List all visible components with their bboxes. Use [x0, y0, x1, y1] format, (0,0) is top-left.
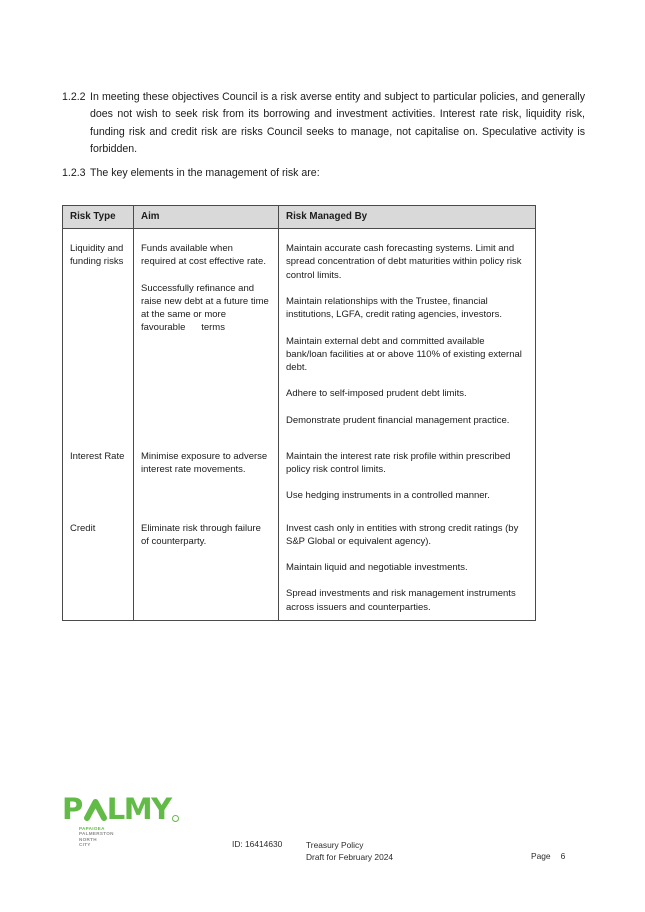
- table-row: [63, 437, 536, 509]
- cell-paragraph: Minimise exposure to adverse interest rate movements.: [141, 450, 268, 475]
- cell-paragraph: Adhere to self-imposed prudent debt limits.: [286, 388, 467, 400]
- logo-chevron-a-icon: [83, 798, 108, 821]
- cell-paragraph: Successfully refinance and raise new debt at a future time at the same or more favourable terms: [141, 282, 269, 334]
- logo-subtext-line: CITY: [79, 841, 91, 847]
- cell-paragraph: Interest Rate: [70, 450, 125, 462]
- logo-subtext: [79, 826, 179, 847]
- registered-mark-icon: [172, 815, 179, 822]
- cell-paragraph: Funds available when required at cost effective rate.: [141, 243, 266, 268]
- clause-1-2-2: [62, 89, 585, 158]
- risk-type-cell: [63, 229, 134, 437]
- clause-number: 1.2.3: [62, 167, 86, 179]
- logo-subtext-line: PALMERSTON: [79, 831, 114, 837]
- cell-paragraph: Spread investments and risk management instruments across issuers and counterparties.: [286, 588, 516, 613]
- risk-managed-by-cell: [279, 509, 536, 621]
- header-aim: Aim: [134, 206, 279, 229]
- footer-document-id: ID: 16414630: [232, 839, 283, 849]
- cell-paragraph: Maintain the interest rate risk profile within prescribed policy risk control limits.: [286, 450, 511, 475]
- footer-document-status: Draft for February 2024: [306, 852, 394, 863]
- cell-paragraph: Use hedging instruments in a controlled manner.: [286, 490, 490, 502]
- risk-type-cell: [63, 509, 134, 621]
- cell-paragraph: Eliminate risk through failure of counterparty.: [141, 522, 261, 547]
- logo-letter-p: P: [62, 792, 82, 826]
- aim-cell: [134, 229, 279, 437]
- clause-1-2-3: [62, 165, 585, 182]
- cell-paragraph: Invest cash only in entities with strong credit ratings (by S&P Global or equivalent agency).: [286, 522, 519, 547]
- cell-paragraph: Maintain external debt and committed available bank/loan facilities at or above 110% of existing external debt.: [286, 335, 522, 373]
- clause-text: In meeting these objectives Council is a risk averse entity and subject to particular policies, and generally does not wish to seek risk from its borrowing and investment activities. Interest rate risk, liquidity risk, funding risk and credit risk are risks Council seeks to manage, not capitalise on. Speculative activity is forbidden.: [90, 91, 585, 155]
- risk-table-body: [63, 229, 536, 621]
- footer-page-indicator: [531, 851, 565, 861]
- cell-paragraph: Maintain relationships with the Trustee, financial institutions, LGFA, credit rating agencies, investors.: [286, 296, 502, 321]
- cell-paragraph: Credit: [70, 522, 96, 534]
- footer-document-info: [306, 839, 393, 864]
- table-header-row: [63, 206, 536, 229]
- logo-letters-lmy: LMY: [106, 792, 171, 826]
- clause-text: The key elements in the management of risk are:: [90, 167, 320, 179]
- risk-type-cell: [63, 437, 134, 509]
- risk-management-table: [62, 205, 536, 621]
- footer-document-title: Treasury Policy: [306, 840, 364, 850]
- table-row: [63, 229, 536, 437]
- page-number: 6: [560, 851, 566, 861]
- header-risk-managed-by: Risk Managed By: [279, 206, 536, 229]
- cell-paragraph: Demonstrate prudent financial management practice.: [286, 414, 510, 426]
- aim-cell: [134, 509, 279, 621]
- table-row: [63, 509, 536, 621]
- clause-number: 1.2.2: [62, 91, 86, 103]
- header-risk-type: Risk Type: [63, 206, 134, 229]
- palmy-logo-wordmark: [62, 792, 179, 826]
- logo-subtext-line: PAPAIOEA: [79, 826, 105, 831]
- palmy-logo: [62, 792, 179, 847]
- risk-managed-by-cell: [279, 437, 536, 509]
- cell-paragraph: Maintain liquid and negotiable investments.: [286, 562, 468, 574]
- logo-subtext-line: NORTH: [79, 836, 97, 842]
- risk-managed-by-cell: [279, 229, 536, 437]
- aim-cell: [134, 437, 279, 509]
- cell-paragraph: Liquidity and funding risks: [70, 243, 124, 268]
- cell-paragraph: Maintain accurate cash forecasting systems. Limit and spread concentration of debt maturities within policy risk control limits.: [286, 243, 522, 281]
- page-label: Page: [531, 851, 551, 861]
